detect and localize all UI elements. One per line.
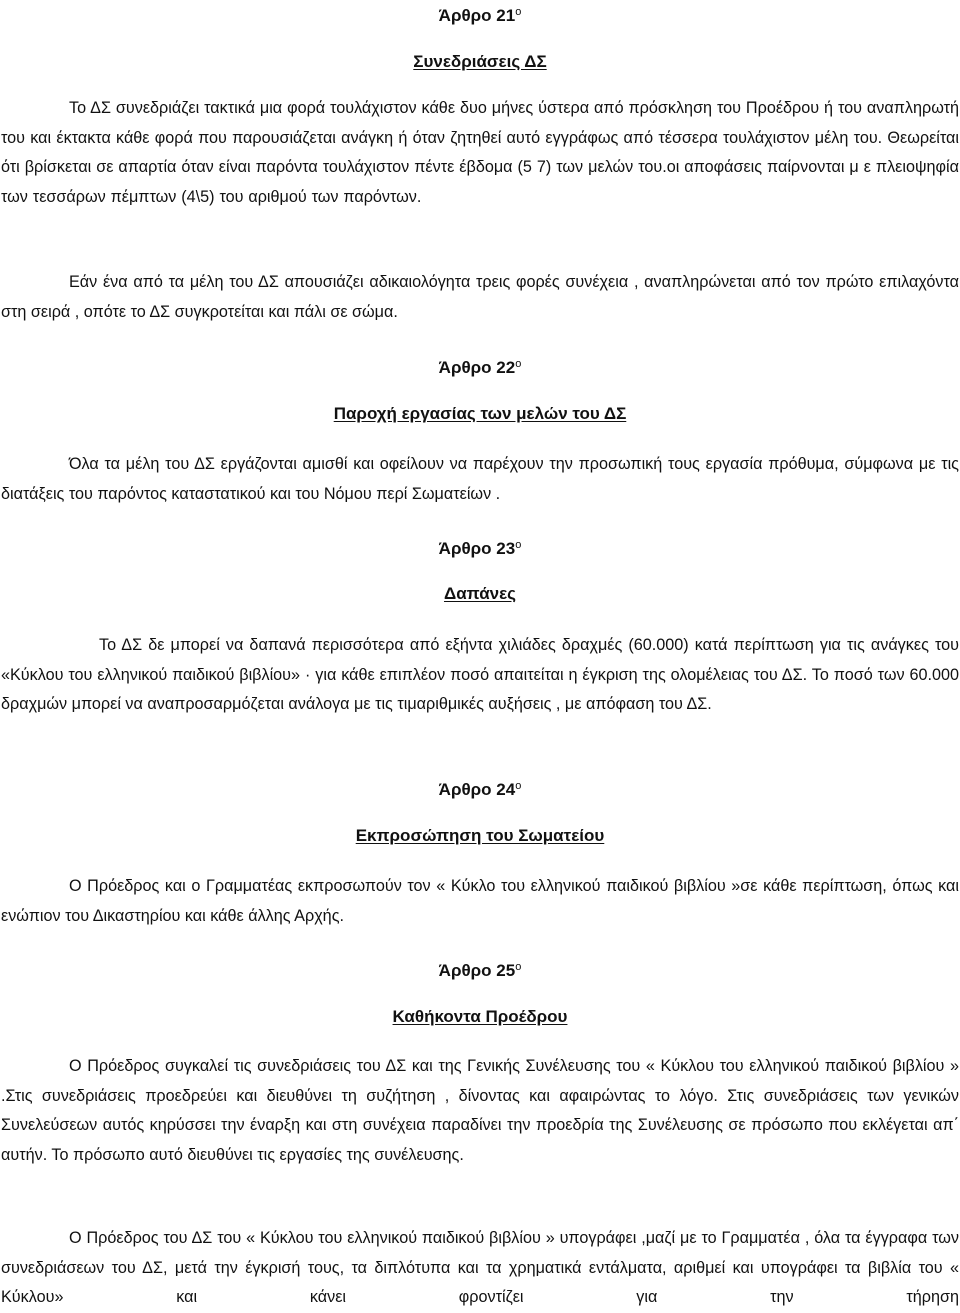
article-number-text: Άρθρο 24 <box>438 780 516 799</box>
article-title: Συνεδριάσεις ΔΣ <box>413 52 547 71</box>
article-number <box>1 776 959 800</box>
paragraph: Ο Πρόεδρος συγκαλεί τις συνεδριάσεις του ΔΣ και της Γενικής Συνέλευσης του « Κύκλου του ελληνικού παιδικού βιβλίου » .Στις συνεδριάσεις προεδρεύει και διευθύνει τη συζήτηση , δίνοντας και αφαιρώντας το λόγο. Στις συνεδριάσεις των γενικών Συνελεύσεων αυτός κηρύσσει την έναρξη και στη συνέχεια παραδίνει την προεδρία της Συνέλευσης σε πρόσωπο που εκλέγεται απ΄ αυτήν. Το πρόσωπο αυτό διευθύνει τις εργασίες της συνέλευσης. <box>1 1057 959 1164</box>
article-24-title-wrap <box>1 826 959 846</box>
ordinal-suffix: ο <box>515 539 522 551</box>
article-21-title-wrap <box>1 52 959 72</box>
ordinal-suffix: ο <box>515 6 522 18</box>
article-number-text: Άρθρο 25 <box>438 961 516 980</box>
ordinal-suffix: ο <box>515 961 522 973</box>
article-number <box>1 535 959 559</box>
article-number <box>1 2 959 26</box>
paragraph: Το ΔΣ δε μπορεί να δαπανά περισσότερα από εξήντα χιλιάδες δραχμές (60.000) κατά περίπτωση για τις ανάγκες του «Κύκλου του ελληνικού παιδικού βιβλίου» · για κάθε επιπλέον ποσό απαιτείται η έγκριση της ολομέλειας του ΔΣ. Το ποσό των 60.000 δραχμών μπορεί να αναπροσαρμόζεται ανάλογα με τις τιμαριθμικές αυξήσεις , με απόφαση του ΔΣ. <box>1 636 959 714</box>
article-21 <box>1 2 959 26</box>
article-number-text: Άρθρο 22 <box>438 358 516 377</box>
paragraph: Ο Πρόεδρος και ο Γραμματέας εκπροσωπούν τον « Κύκλο του ελληνικού παιδικού βιβλίου »σε κάθε περίπτωση, όπως και ενώπιον του Δικαστηρίου και κάθε άλλης Αρχής. <box>1 877 959 925</box>
article-25 <box>1 957 959 981</box>
article-22-title-wrap <box>1 404 959 424</box>
paragraph: Το ΔΣ συνεδριάζει τακτικά μια φορά τουλάχιστον κάθε δυο μήνες ύστερα από πρόσκληση του Προέδρου ή του αναπληρωτή του και έκτακτα κάθε φορά που παρουσιάζεται ανάγκη ή όταν ζητηθεί αυτό εγγράφως από τέσσερα τουλάχιστον μέλη του. Θεωρείται ότι βρίσκεται σε απαρτία όταν είναι παρόντα τουλάχιστον πέντε έβδομα (5 7) των μελών του.οι αποφάσεις παίρνονται μ ε πλειοψηφία των τεσσάρων πέμπτων (4\5) του αριθμού των παρόντων. <box>1 99 959 206</box>
article-number <box>1 957 959 981</box>
article-25-body-2 <box>1 1224 959 1313</box>
article-25-title-wrap <box>1 1007 959 1027</box>
article-number <box>1 354 959 378</box>
article-24 <box>1 776 959 800</box>
paragraph: Ο Πρόεδρος του ΔΣ του « Κύκλου του ελληνικού παιδικού βιβλίου » υπογράφει ,μαζί με το Γραμματέα , όλα τα έγγραφα των συνεδριάσεων του ΔΣ, μετά την έγκρισή τους, τα διπλότυπα και τα χρηματικά εντάλματα, αριθμεί και υπογράφει τα βιβλία του « Κύκλου» και κάνει φροντίζει για την τήρηση <box>1 1229 959 1307</box>
article-23 <box>1 535 959 559</box>
article-title: Καθήκοντα Προέδρου <box>392 1007 568 1026</box>
paragraph: Εάν ένα από τα μέλη του ΔΣ απουσιάζει αδικαιολόγητα τρεις φορές συνέχεια , αναπληρώνεται από τον πρώτο επιλαχόντα στη σειρά , οπότε το ΔΣ συγκροτείται και πάλι σε σώμα. <box>1 273 959 321</box>
paragraph: Όλα τα μέλη του ΔΣ εργάζονται αμισθί και οφείλουν να παρέχουν την προσωπική τους εργασία πρόθυμα, σύμφωνα με τις διατάξεις του παρόντος καταστατικού και του Νόμου περί Σωματείων . <box>1 455 959 503</box>
ordinal-suffix: ο <box>515 780 522 792</box>
article-number-text: Άρθρο 21 <box>438 6 516 25</box>
article-number-text: Άρθρο 23 <box>438 539 516 558</box>
article-title: Εκπροσώπηση του Σωματείου <box>355 826 605 845</box>
article-25-body <box>1 1052 959 1170</box>
article-23-body <box>1 631 959 720</box>
article-22-body <box>1 450 959 509</box>
article-23-title-wrap <box>1 584 959 604</box>
article-21-body-2 <box>1 268 959 327</box>
article-title: Παροχή εργασίας των μελών του ΔΣ <box>333 404 627 423</box>
article-21-body <box>1 94 959 212</box>
article-24-body <box>1 872 959 931</box>
article-22 <box>1 354 959 378</box>
ordinal-suffix: ο <box>515 358 522 370</box>
article-title: Δαπάνες <box>443 584 517 603</box>
